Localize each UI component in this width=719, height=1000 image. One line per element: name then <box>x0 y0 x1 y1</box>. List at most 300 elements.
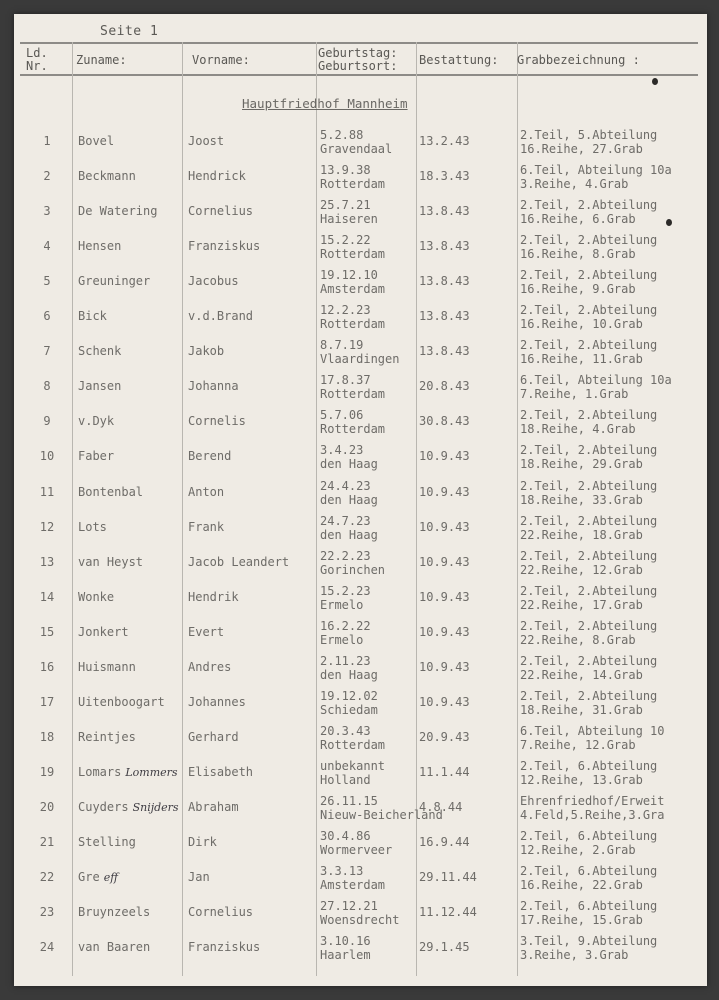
grave-line-2: 16.Reihe, 27.Grab <box>520 142 643 156</box>
section-title: Hauptfriedhof Mannheim <box>242 96 408 111</box>
grave-designation <box>520 443 657 471</box>
grave-line-1: 6.Teil, Abteilung 10a <box>520 163 672 178</box>
surname <box>78 940 150 954</box>
table-row <box>14 901 707 936</box>
given-name: Elisabeth <box>188 764 254 779</box>
grave-line-1: 2.Teil, 5.Abteilung <box>520 128 658 142</box>
birth-date: 27.12.21 <box>320 899 378 914</box>
surname-typed: Beckmann <box>78 169 136 184</box>
table-row <box>14 478 707 516</box>
birth-place: Amsterdam <box>320 878 386 893</box>
birth-date: 8.7.19 <box>320 338 364 353</box>
birth-info <box>320 759 385 787</box>
grave-line-2: 4.Feld,5.Reihe,3.Gra <box>520 807 665 822</box>
given-name: Jacobus <box>188 274 239 289</box>
surname-typed: v.Dyk <box>78 414 115 429</box>
surname-typed: Jansen <box>78 379 122 394</box>
birth-date: 22.2.23 <box>320 548 371 563</box>
grave-line-1: 3.Teil, 9.Abteilung <box>520 934 658 949</box>
grave-line-2: 22.Reihe, 12.Grab <box>520 562 643 577</box>
handwritten-correction: Lommers <box>125 765 178 779</box>
row-number: 13 <box>39 554 55 569</box>
grave-line-1: 6.Teil, Abteilung 10a <box>520 373 672 388</box>
surname <box>78 485 143 499</box>
given-name: Jakob <box>188 344 225 359</box>
surname <box>78 274 150 288</box>
given-name: Hendrick <box>188 169 246 184</box>
grave-line-1: 2.Teil, 2.Abteilung <box>520 583 658 598</box>
grave-line-1: 2.Teil, 2.Abteilung <box>520 233 658 248</box>
row-number: 19 <box>39 764 55 779</box>
birth-info <box>320 128 392 156</box>
surname <box>78 870 118 885</box>
burial-date: 10.9.43 <box>419 484 470 499</box>
birth-place: den Haag <box>320 667 378 682</box>
grave-line-1: 2.Teil, 2.Abteilung <box>520 303 658 318</box>
grave-line-2: 18.Reihe, 33.Grab <box>520 492 643 507</box>
surname <box>78 239 121 253</box>
surname <box>78 835 136 849</box>
birth-info <box>320 619 371 647</box>
surname-typed: Huismann <box>78 659 136 674</box>
burial-date: 13.8.43 <box>419 204 470 219</box>
row-number: 9 <box>43 414 51 429</box>
surname-typed: van Heyst <box>78 554 144 569</box>
grave-line-1: 2.Teil, 2.Abteilung <box>520 478 658 493</box>
burial-date: 10.9.43 <box>419 624 470 639</box>
burial-date: 10.9.43 <box>419 519 470 534</box>
table-row <box>14 793 707 831</box>
birth-date: 5.7.06 <box>320 408 364 423</box>
row-number: 10 <box>39 449 55 464</box>
birth-date: 25.7.21 <box>320 198 371 213</box>
surname-typed: Wonke <box>78 589 115 604</box>
birth-info <box>320 233 385 261</box>
birth-date: 30.4.86 <box>320 829 371 843</box>
birth-place: Wormerveer <box>320 843 393 857</box>
surname <box>78 905 150 919</box>
row-number: 3 <box>43 204 51 219</box>
ink-mark <box>652 78 658 85</box>
birth-info <box>320 514 378 542</box>
burial-date: 29.1.45 <box>419 940 470 955</box>
birth-place: Rotterdam <box>320 387 386 402</box>
burial-date: 20.9.43 <box>419 729 470 744</box>
grave-designation <box>520 163 672 191</box>
surname-typed: Bruynzeels <box>78 905 151 920</box>
grave-designation <box>520 899 657 927</box>
grave-designation <box>520 794 665 822</box>
header-top-rule <box>20 42 698 44</box>
birth-place: Haiseren <box>320 212 378 227</box>
surname-typed: Faber <box>78 449 115 464</box>
table-row <box>14 513 707 551</box>
burial-date: 10.9.43 <box>419 554 470 569</box>
birth-place: Nieuw-Beicherland <box>320 807 443 822</box>
grave-designation <box>520 864 657 892</box>
birth-date: 24.4.23 <box>320 478 371 493</box>
surname <box>78 414 114 428</box>
row-number: 16 <box>39 659 55 674</box>
birth-date: 15.2.23 <box>320 583 371 598</box>
birth-info <box>320 654 378 682</box>
row-number: 18 <box>39 729 55 744</box>
given-name: Joost <box>188 134 225 148</box>
grave-designation <box>520 408 657 436</box>
birth-place: den Haag <box>320 457 378 472</box>
birth-place: Holland <box>320 772 371 787</box>
given-name: v.d.Brand <box>188 309 254 324</box>
surname <box>78 555 143 569</box>
row-number: 4 <box>43 239 51 254</box>
grave-line-2: 16.Reihe, 8.Grab <box>520 247 636 262</box>
burial-date: 13.8.43 <box>419 239 470 254</box>
grave-line-2: 7.Reihe, 1.Grab <box>520 387 629 402</box>
table-row <box>14 305 707 340</box>
birth-date: 19.12.10 <box>320 268 378 283</box>
birth-info <box>320 163 385 191</box>
surname-typed: van Baaren <box>78 940 151 955</box>
given-name: Abraham <box>188 799 239 814</box>
birth-date: 15.2.22 <box>320 233 371 248</box>
grave-designation <box>520 689 657 717</box>
given-name: Evert <box>188 624 225 639</box>
given-name: Johannes <box>188 694 246 709</box>
surname-typed: Schenk <box>78 344 122 359</box>
burial-date: 20.8.43 <box>419 379 470 394</box>
grave-designation <box>520 549 657 577</box>
grave-designation <box>520 303 657 331</box>
given-name: Cornelius <box>188 204 254 219</box>
row-number: 1 <box>43 134 51 148</box>
surname <box>78 590 114 604</box>
grave-line-2: 12.Reihe, 2.Grab <box>520 843 636 857</box>
handwritten-correction: eff <box>103 871 118 885</box>
birth-place: Rotterdam <box>320 247 386 262</box>
grave-line-2: 22.Reihe, 8.Grab <box>520 632 636 647</box>
birth-date: unbekannt <box>320 758 386 773</box>
birth-place: Ermelo <box>320 632 364 647</box>
header-nr: Ld. Nr. <box>26 46 48 73</box>
grave-designation <box>520 373 672 401</box>
grave-line-2: 3.Reihe, 3.Grab <box>520 948 629 963</box>
table-row <box>14 270 707 305</box>
surname <box>78 730 136 744</box>
grave-designation <box>520 584 657 612</box>
grave-line-2: 17.Reihe, 15.Grab <box>520 913 643 928</box>
surname <box>78 309 107 323</box>
burial-date: 11.1.44 <box>419 764 470 779</box>
row-number: 23 <box>39 905 55 920</box>
burial-date: 13.2.43 <box>419 134 470 148</box>
burial-date: 10.9.43 <box>419 694 470 709</box>
grave-line-2: 22.Reihe, 14.Grab <box>520 667 643 682</box>
birth-place: Rotterdam <box>320 177 386 192</box>
grave-designation <box>520 338 657 366</box>
row-number: 15 <box>39 624 55 639</box>
surname-typed: Gre <box>78 870 100 885</box>
birth-place: Schiedam <box>320 702 378 717</box>
grave-line-1: 2.Teil, 2.Abteilung <box>520 513 658 528</box>
birth-place: Rotterdam <box>320 737 386 752</box>
burial-date: 11.12.44 <box>419 905 477 920</box>
surname-typed: Bontenbal <box>78 484 144 499</box>
row-number: 8 <box>43 379 51 394</box>
header-grave: Grabbezeichnung : <box>517 53 640 67</box>
given-name: Gerhard <box>188 729 239 744</box>
birth-info <box>320 479 378 507</box>
row-number: 24 <box>39 940 55 955</box>
grave-line-1: 2.Teil, 2.Abteilung <box>520 338 658 353</box>
birth-place: Ermelo <box>320 597 364 612</box>
table-row <box>14 130 707 165</box>
burial-date: 18.3.43 <box>419 169 470 184</box>
surname <box>78 134 114 148</box>
table-row <box>14 723 707 761</box>
grave-line-2: 18.Reihe, 29.Grab <box>520 457 643 472</box>
grave-line-1: 2.Teil, 2.Abteilung <box>520 618 658 633</box>
surname <box>78 379 121 393</box>
burial-date: 30.8.43 <box>419 414 470 429</box>
birth-date: 3.3.13 <box>320 864 364 879</box>
birth-date: 3.10.16 <box>320 934 371 949</box>
burial-date: 10.9.43 <box>419 589 470 604</box>
row-number: 7 <box>43 344 51 359</box>
birth-place: Woensdrecht <box>320 913 400 928</box>
header-burial: Bestattung: <box>419 53 499 67</box>
grave-line-1: 2.Teil, 2.Abteilung <box>520 198 658 213</box>
burial-date: 4.8.44 <box>419 799 463 814</box>
given-name: Jacob Leandert <box>188 554 290 569</box>
given-name: Frank <box>188 519 225 534</box>
ink-mark <box>666 219 672 226</box>
row-number: 14 <box>39 589 55 604</box>
grave-designation <box>520 654 657 682</box>
birth-info <box>320 549 385 577</box>
burial-date: 10.9.43 <box>419 659 470 674</box>
surname-typed: Uitenboogart <box>78 694 165 709</box>
grave-line-2: 16.Reihe, 11.Grab <box>520 352 643 367</box>
given-name: Jan <box>188 870 210 885</box>
surname <box>78 204 157 218</box>
grave-line-2: 18.Reihe, 4.Grab <box>520 422 636 437</box>
table-row <box>14 831 707 866</box>
grave-line-1: 2.Teil, 6.Abteilung <box>520 829 658 843</box>
row-number: 5 <box>43 274 51 289</box>
grave-designation <box>520 619 657 647</box>
grave-line-2: 16.Reihe, 9.Grab <box>520 282 636 297</box>
document-page <box>14 14 707 986</box>
grave-line-1: 2.Teil, 6.Abteilung <box>520 864 658 879</box>
grave-designation <box>520 759 657 787</box>
given-name: Franziskus <box>188 940 261 955</box>
row-number: 21 <box>39 835 55 849</box>
grave-line-2: 16.Reihe, 10.Grab <box>520 317 643 332</box>
burial-date: 13.8.43 <box>419 309 470 324</box>
birth-date: 26.11.15 <box>320 793 378 808</box>
table-row <box>14 235 707 270</box>
grave-line-1: 2.Teil, 2.Abteilung <box>520 688 658 703</box>
row-number: 22 <box>39 870 55 885</box>
birth-info <box>320 198 378 226</box>
row-number: 12 <box>39 519 55 534</box>
header-surname: Zuname: <box>76 53 127 67</box>
given-name: Berend <box>188 449 232 464</box>
table-row <box>14 866 707 901</box>
birth-place: Gravendaal <box>320 142 393 156</box>
birth-info <box>320 899 399 927</box>
burial-date: 10.9.43 <box>419 449 470 464</box>
surname <box>78 800 179 815</box>
surname-typed: Jonkert <box>78 624 129 639</box>
row-number: 20 <box>39 799 55 814</box>
table-row <box>14 410 707 445</box>
grave-line-1: 2.Teil, 6.Abteilung <box>520 899 658 914</box>
given-name: Cornelis <box>188 414 246 429</box>
birth-info <box>320 829 392 857</box>
row-number: 11 <box>39 484 55 499</box>
handwritten-correction: Snijders <box>132 800 179 814</box>
birth-info <box>320 373 385 401</box>
surname-typed: Lomars <box>78 764 122 779</box>
birth-date: 24.7.23 <box>320 513 371 528</box>
grave-designation <box>520 514 657 542</box>
grave-designation <box>520 268 657 296</box>
birth-date: 19.12.02 <box>320 688 378 703</box>
row-number: 6 <box>43 309 51 324</box>
birth-info <box>320 724 385 752</box>
surname <box>78 449 114 463</box>
birth-info <box>320 443 378 471</box>
birth-place: Amsterdam <box>320 282 386 297</box>
grave-line-1: 6.Teil, Abteilung 10 <box>520 723 665 738</box>
table-row <box>14 618 707 656</box>
given-name: Johanna <box>188 379 239 394</box>
grave-line-2: 22.Reihe, 17.Grab <box>520 597 643 612</box>
surname-typed: Bovel <box>78 134 115 148</box>
birth-info <box>320 268 385 296</box>
birth-date: 16.2.22 <box>320 618 371 633</box>
burial-date: 13.8.43 <box>419 274 470 289</box>
surname <box>78 695 165 709</box>
birth-info <box>320 303 385 331</box>
grave-line-2: 18.Reihe, 31.Grab <box>520 702 643 717</box>
header-given-name: Vorname: <box>192 53 250 67</box>
grave-line-1: 2.Teil, 6.Abteilung <box>520 758 658 773</box>
header-birth: Geburtstag: Geburtsort: <box>318 46 398 73</box>
table-row <box>14 936 707 971</box>
surname <box>78 520 107 534</box>
birth-info <box>320 689 378 717</box>
given-name: Andres <box>188 659 232 674</box>
grave-designation <box>520 479 657 507</box>
table-row <box>14 758 707 796</box>
grave-line-1: 2.Teil, 2.Abteilung <box>520 653 658 668</box>
birth-info <box>320 584 371 612</box>
birth-place: Vlaardingen <box>320 352 400 367</box>
given-name: Hendrik <box>188 589 239 604</box>
surname-typed: Lots <box>78 519 107 534</box>
surname-typed: Hensen <box>78 239 122 254</box>
burial-date: 16.9.44 <box>419 835 470 849</box>
burial-date: 29.11.44 <box>419 870 477 885</box>
grave-line-2: 22.Reihe, 18.Grab <box>520 527 643 542</box>
table-row <box>14 200 707 235</box>
birth-info <box>320 338 399 366</box>
table-row <box>14 165 707 200</box>
birth-date: 5.2.88 <box>320 128 364 142</box>
given-name: Cornelius <box>188 905 254 920</box>
grave-line-2: 12.Reihe, 13.Grab <box>520 772 643 787</box>
grave-designation <box>520 233 657 261</box>
table-row <box>14 653 707 691</box>
surname <box>78 169 136 183</box>
surname-typed: Stelling <box>78 835 136 849</box>
table-row <box>14 548 707 586</box>
birth-place: Rotterdam <box>320 422 386 437</box>
birth-date: 17.8.37 <box>320 373 371 388</box>
table-row <box>14 688 707 726</box>
surname <box>78 660 136 674</box>
birth-place: Gorinchen <box>320 562 386 577</box>
surname-typed: Bick <box>78 309 107 324</box>
grave-line-2: 16.Reihe, 6.Grab <box>520 212 636 227</box>
birth-place: Haarlem <box>320 948 371 963</box>
surname-typed: Cuyders <box>78 799 129 814</box>
row-number: 2 <box>43 169 51 184</box>
table-row <box>14 340 707 375</box>
grave-line-1: 2.Teil, 2.Abteilung <box>520 268 658 283</box>
birth-info <box>320 408 385 436</box>
surname-typed: Reintjes <box>78 729 136 744</box>
birth-date: 3.4.23 <box>320 443 364 458</box>
birth-date: 2.11.23 <box>320 653 371 668</box>
table-row <box>14 375 707 410</box>
birth-place: den Haag <box>320 492 378 507</box>
grave-line-1: Ehrenfriedhof/Erweit <box>520 793 665 808</box>
grave-designation <box>520 934 657 962</box>
birth-place: Rotterdam <box>320 317 386 332</box>
surname <box>78 765 178 780</box>
given-name: Franziskus <box>188 239 261 254</box>
header-bottom-rule <box>20 74 698 76</box>
burial-date: 13.8.43 <box>419 344 470 359</box>
birth-place: den Haag <box>320 527 378 542</box>
table-row <box>14 583 707 621</box>
table-row <box>14 445 707 480</box>
grave-designation <box>520 724 665 752</box>
grave-designation <box>520 198 657 226</box>
surname <box>78 625 129 639</box>
grave-line-1: 2.Teil, 2.Abteilung <box>520 548 658 563</box>
surname <box>78 344 121 358</box>
given-name: Dirk <box>188 835 217 849</box>
birth-date: 20.3.43 <box>320 723 371 738</box>
grave-line-1: 2.Teil, 2.Abteilung <box>520 443 658 458</box>
page-label: Seite 1 <box>100 24 159 39</box>
grave-line-2: 7.Reihe, 12.Grab <box>520 737 636 752</box>
grave-line-1: 2.Teil, 2.Abteilung <box>520 408 658 423</box>
birth-info <box>320 864 385 892</box>
row-number: 17 <box>39 694 55 709</box>
surname-typed: De Watering <box>78 204 158 219</box>
birth-date: 13.9.38 <box>320 163 371 178</box>
birth-date: 12.2.23 <box>320 303 371 318</box>
grave-designation <box>520 829 657 857</box>
birth-info <box>320 934 371 962</box>
grave-line-2: 16.Reihe, 22.Grab <box>520 878 643 893</box>
grave-line-2: 3.Reihe, 4.Grab <box>520 177 629 192</box>
